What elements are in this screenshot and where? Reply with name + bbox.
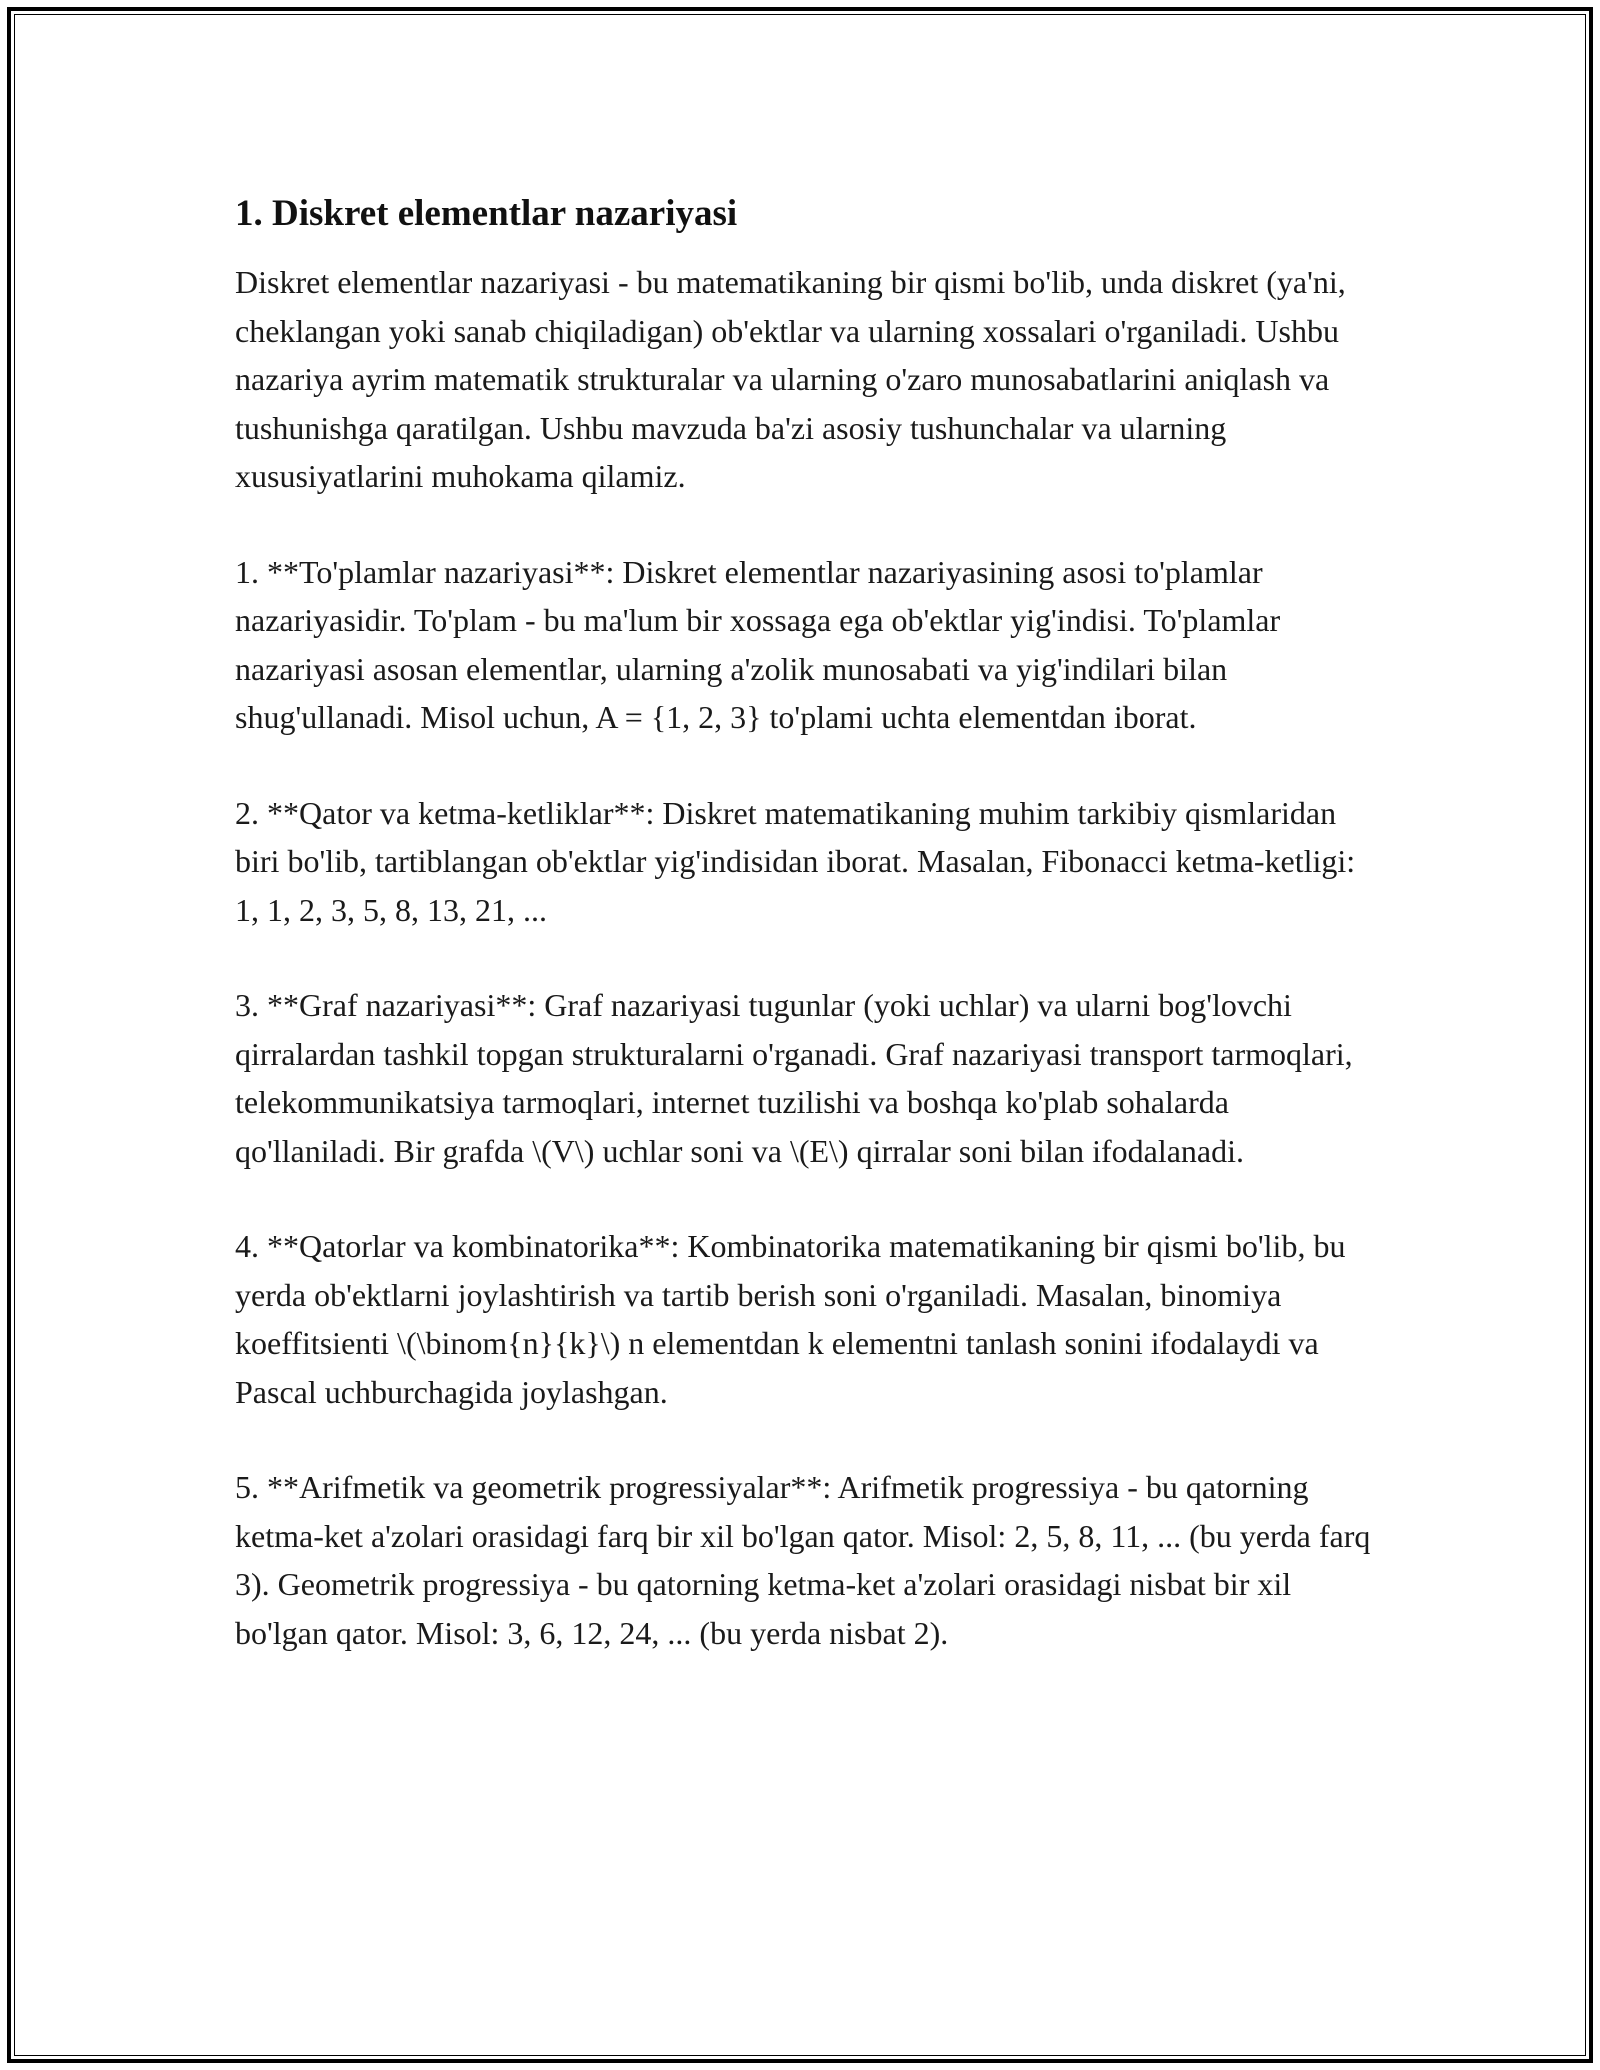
intro-paragraph: Diskret elementlar nazariyasi - bu matematikaning bir qismi bo'lib, unda diskret (ya'ni, cheklangan yoki sanab chiqiladigan) ob'ektlar va ularning xossalari o'rganiladi. Ushbu nazariya ayrim matematik strukturalar va ularning o'zaro munosabatlarini aniqlash va tushunishga qaratilgan. Ushbu mavzuda ba'zi asosiy tushunchalar va ularning xususiyatlarini muhokama qilamiz. [235, 264, 1346, 494]
section-graph-paragraph: 3. **Graf nazariyasi**: Graf nazariyasi tugunlar (yoki uchlar) va ularni bog'lovchi qirralardan tashkil topgan strukturalarni o'rganadi. Graf nazariyasi transport tarmoqlari, telekommunikatsiya tarmoqlari, internet tuzilishi va boshqa ko'plab sohalarda qo'llaniladi. Bir grafda \(V\) uchlar soni va \(E\) qirralar soni bilan ifodalanadi. [235, 987, 1353, 1169]
document-body [235, 186, 1385, 1704]
section-sequences-paragraph: 2. **Qator va ketma-ketliklar**: Diskret matematikaning muhim tarkibiy qismlaridan biri bo'lib, tartiblangan ob'ektlar yig'indisidan iborat. Masalan, Fibonacci ketma-ketligi: 1, 1, 2, 3, 5, 8, 13, 21, ... [235, 794, 1356, 928]
section-sets-paragraph: 1. **To'plamlar nazariyasi**: Diskret elementlar nazariyasining asosi to'plamlar nazariyasidir. To'plam - bu ma'lum bir xossaga ega ob'ektlar yig'indisi. To'plamlar nazariyasi asosan elementlar, ularning a'zolik munosabati va yig'indilari bilan shug'ullanadi. Misol uchun, A = {1, 2, 3} to'plami uchta elementdan iborat. [235, 553, 1281, 735]
document-title: 1. Diskret elementlar nazariyasi [235, 193, 738, 234]
section-combinatorics-paragraph: 4. **Qatorlar va kombinatorika**: Kombinatorika matematikaning bir qismi bo'lib, bu yerda ob'ektlarni joylashtirish va tartib berish soni o'rganiladi. Masalan, binomiya koeffitsienti \(\binom{n}{k}\) n elementdan k elementni tanlash sonini ifodalaydi va Pascal uchburchagida joylashgan. [235, 1228, 1346, 1410]
section-progressions-paragraph: 5. **Arifmetik va geometrik progressiyalar**: Arifmetik progressiya - bu qatorning ketma-ket a'zolari orasidagi farq bir xil bo'lgan qator. Misol: 2, 5, 8, 11, ... (bu yerda farq 3). Geometrik progressiya - bu qatorning ketma-ket a'zolari orasidagi nisbat bir xil bo'lgan qator. Misol: 3, 6, 12, 24, ... (bu yerda nisbat 2). [235, 1469, 1371, 1651]
